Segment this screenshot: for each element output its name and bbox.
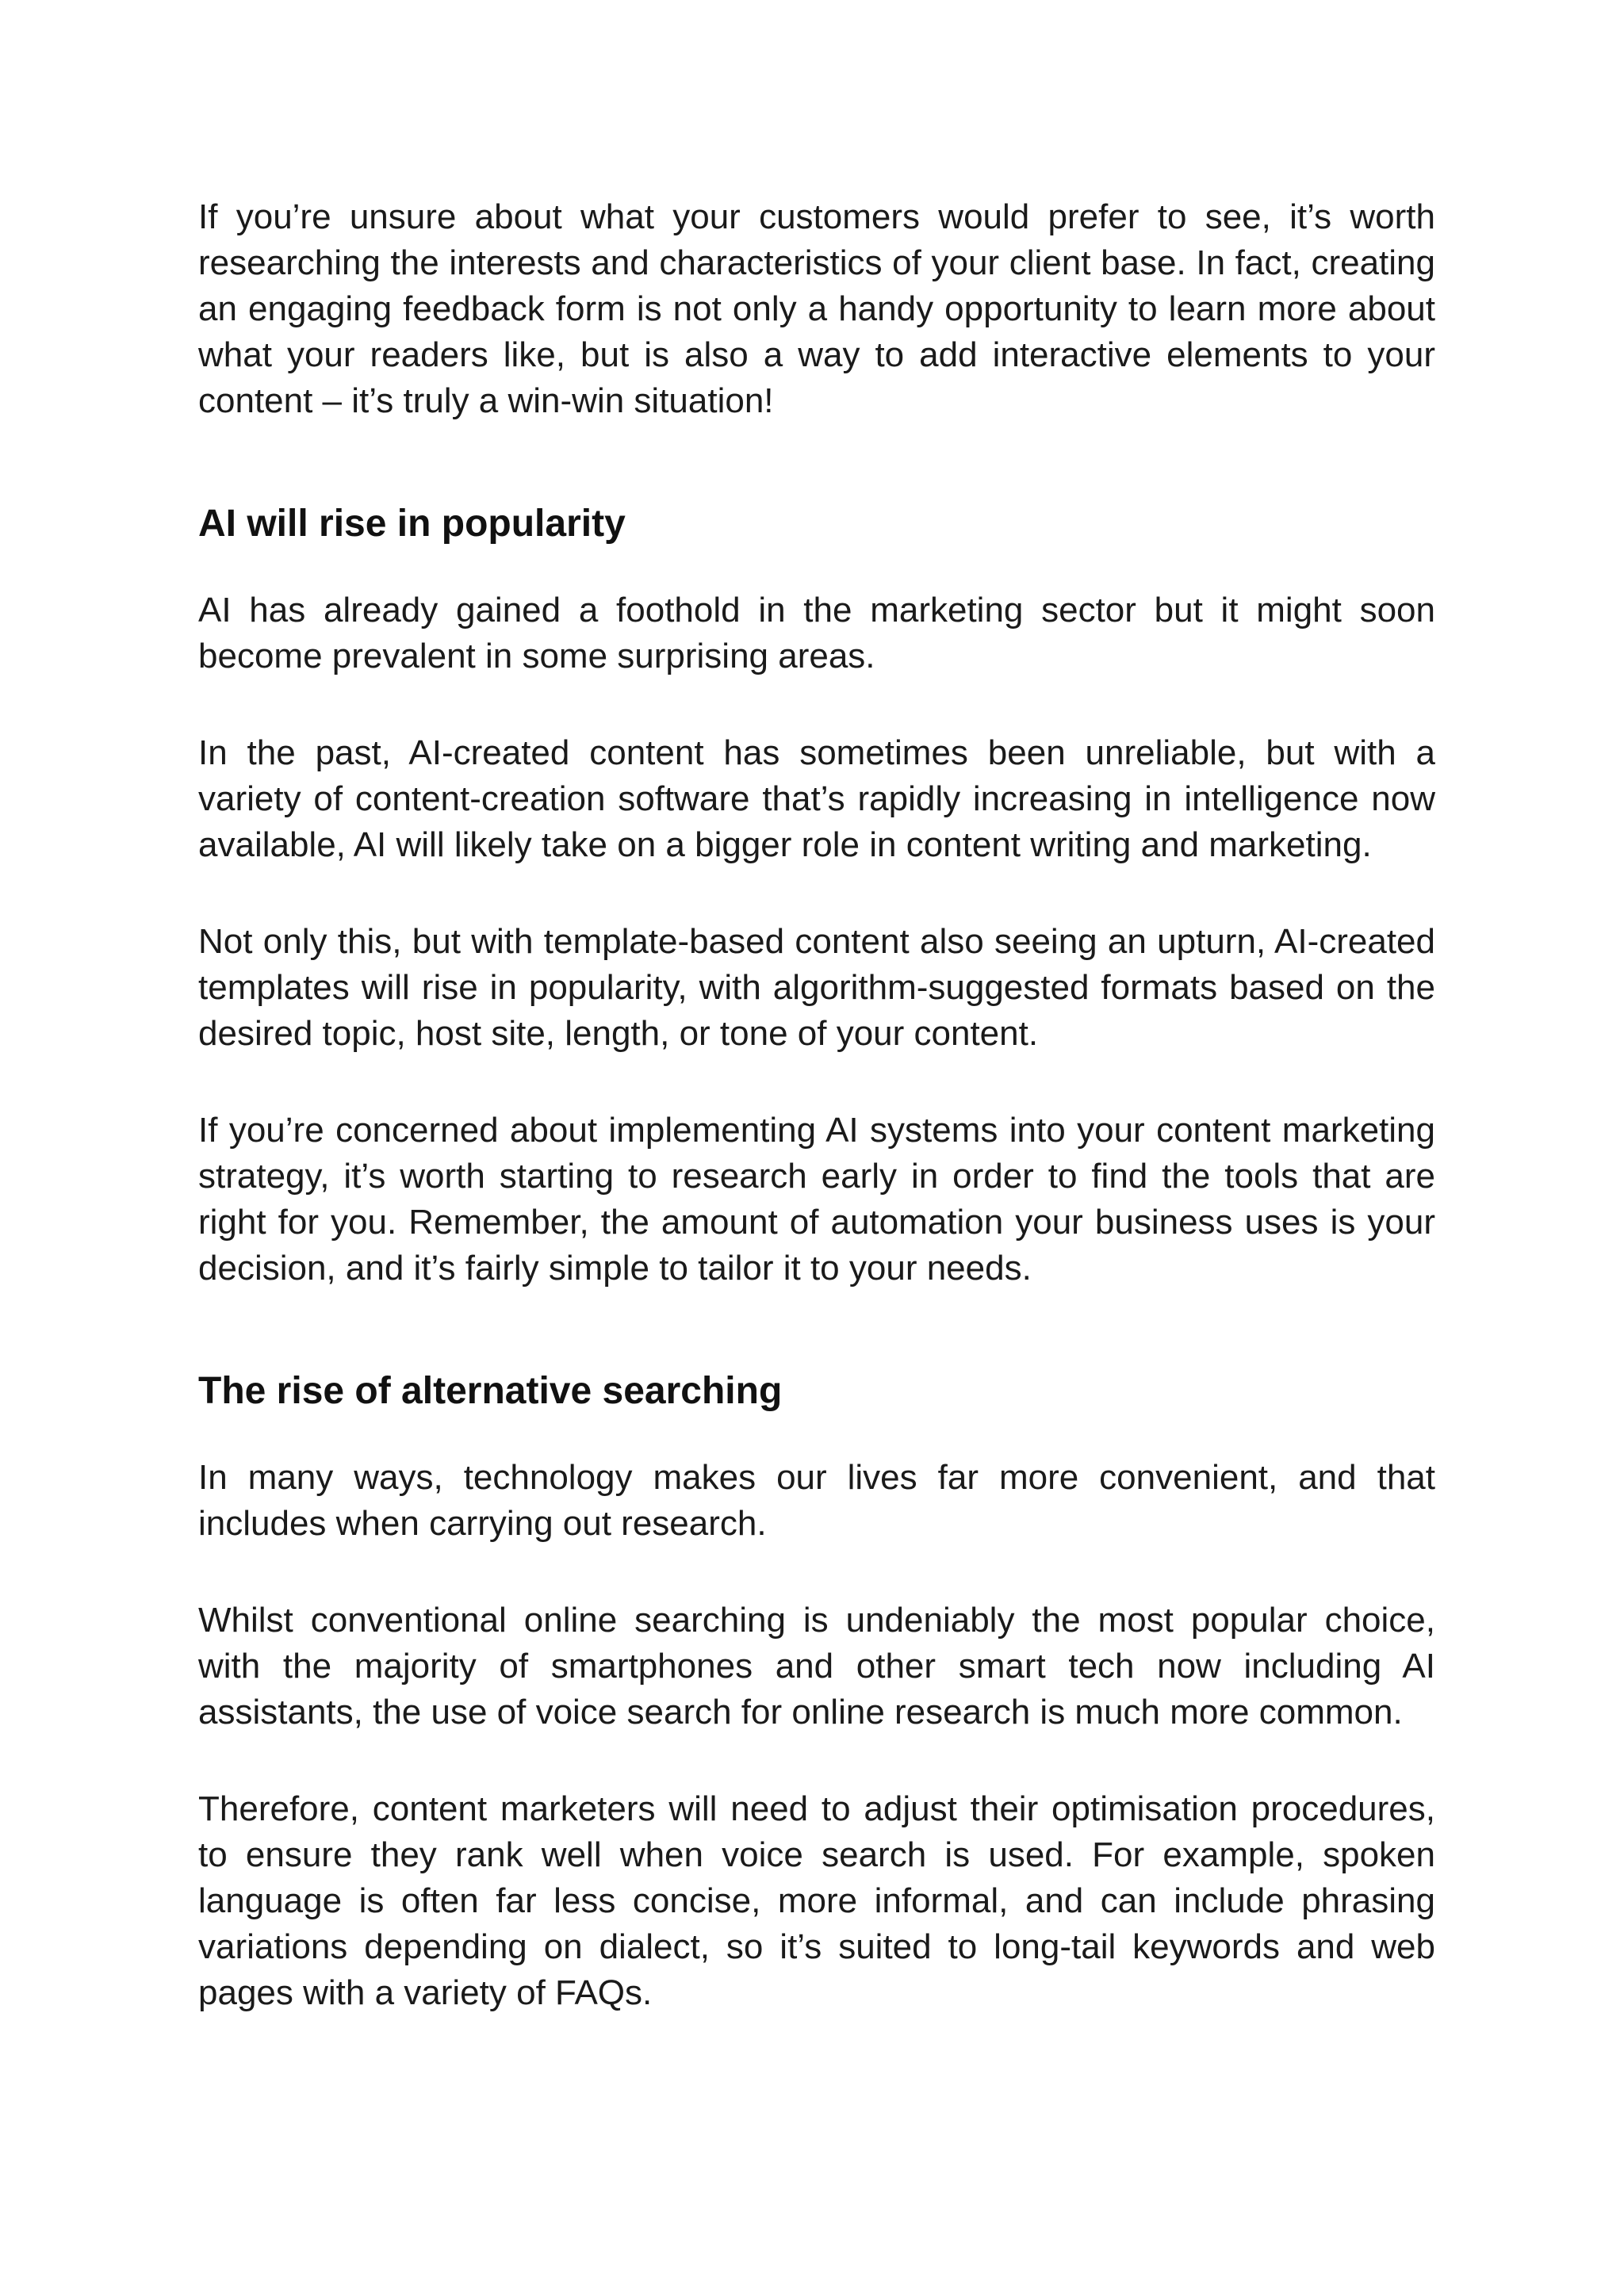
paragraph: In the past, AI-created content has sometimes been unreliable, but with a variety of content-creation software that’s rapidly increasing in intelligence now available, AI will likely take on a bigger role in content writing and marketing. — [198, 733, 1435, 864]
paragraph: Not only this, but with template-based content also seeing an upturn, AI-created templates will rise in popularity, with algorithm-suggested formats based on the desired topic, host site, length, or tone of your content. — [198, 922, 1435, 1053]
paragraph: If you’re concerned about implementing AI systems into your content marketing strategy, it’s worth starting to research early in order to find the tools that are right for you. Remember, the amount of automation your business uses is your decision, and it’s fairly simple to tailor it to your needs. — [198, 1111, 1435, 1288]
section-heading-alternative-searching: The rise of alternative searching — [198, 1370, 783, 1412]
paragraph: AI has already gained a foothold in the marketing sector but it might soon become prevalent in some surprising areas. — [198, 591, 1435, 675]
paragraph: Whilst conventional online searching is undeniably the most popular choice, with the majority of smartphones and other smart tech now including AI assistants, the use of voice search for online research is much more common. — [198, 1601, 1435, 1732]
section-heading-ai-popularity: AI will rise in popularity — [198, 503, 626, 545]
paragraph: Therefore, content marketers will need to adjust their optimisation procedures, to ensure they rank well when voice search is used. For example, spoken language is often far less concise, more informal, and can include phrasing variations depending on dialect, so it’s suited to long-tail keywords and web pages with a variety of FAQs. — [198, 1789, 1435, 2012]
document-body — [198, 194, 1435, 2067]
paragraph: In many ways, technology makes our lives far more convenient, and that includes when carrying out research. — [198, 1458, 1435, 1543]
intro-paragraph: If you’re unsure about what your customers would prefer to see, it’s worth researching the interests and characteristics of your client base. In fact, creating an engaging feedback form is not only a handy opportunity to learn more about what your readers like, but is also a way to add interactive elements to your content – it’s truly a win-win situation! — [198, 197, 1435, 420]
